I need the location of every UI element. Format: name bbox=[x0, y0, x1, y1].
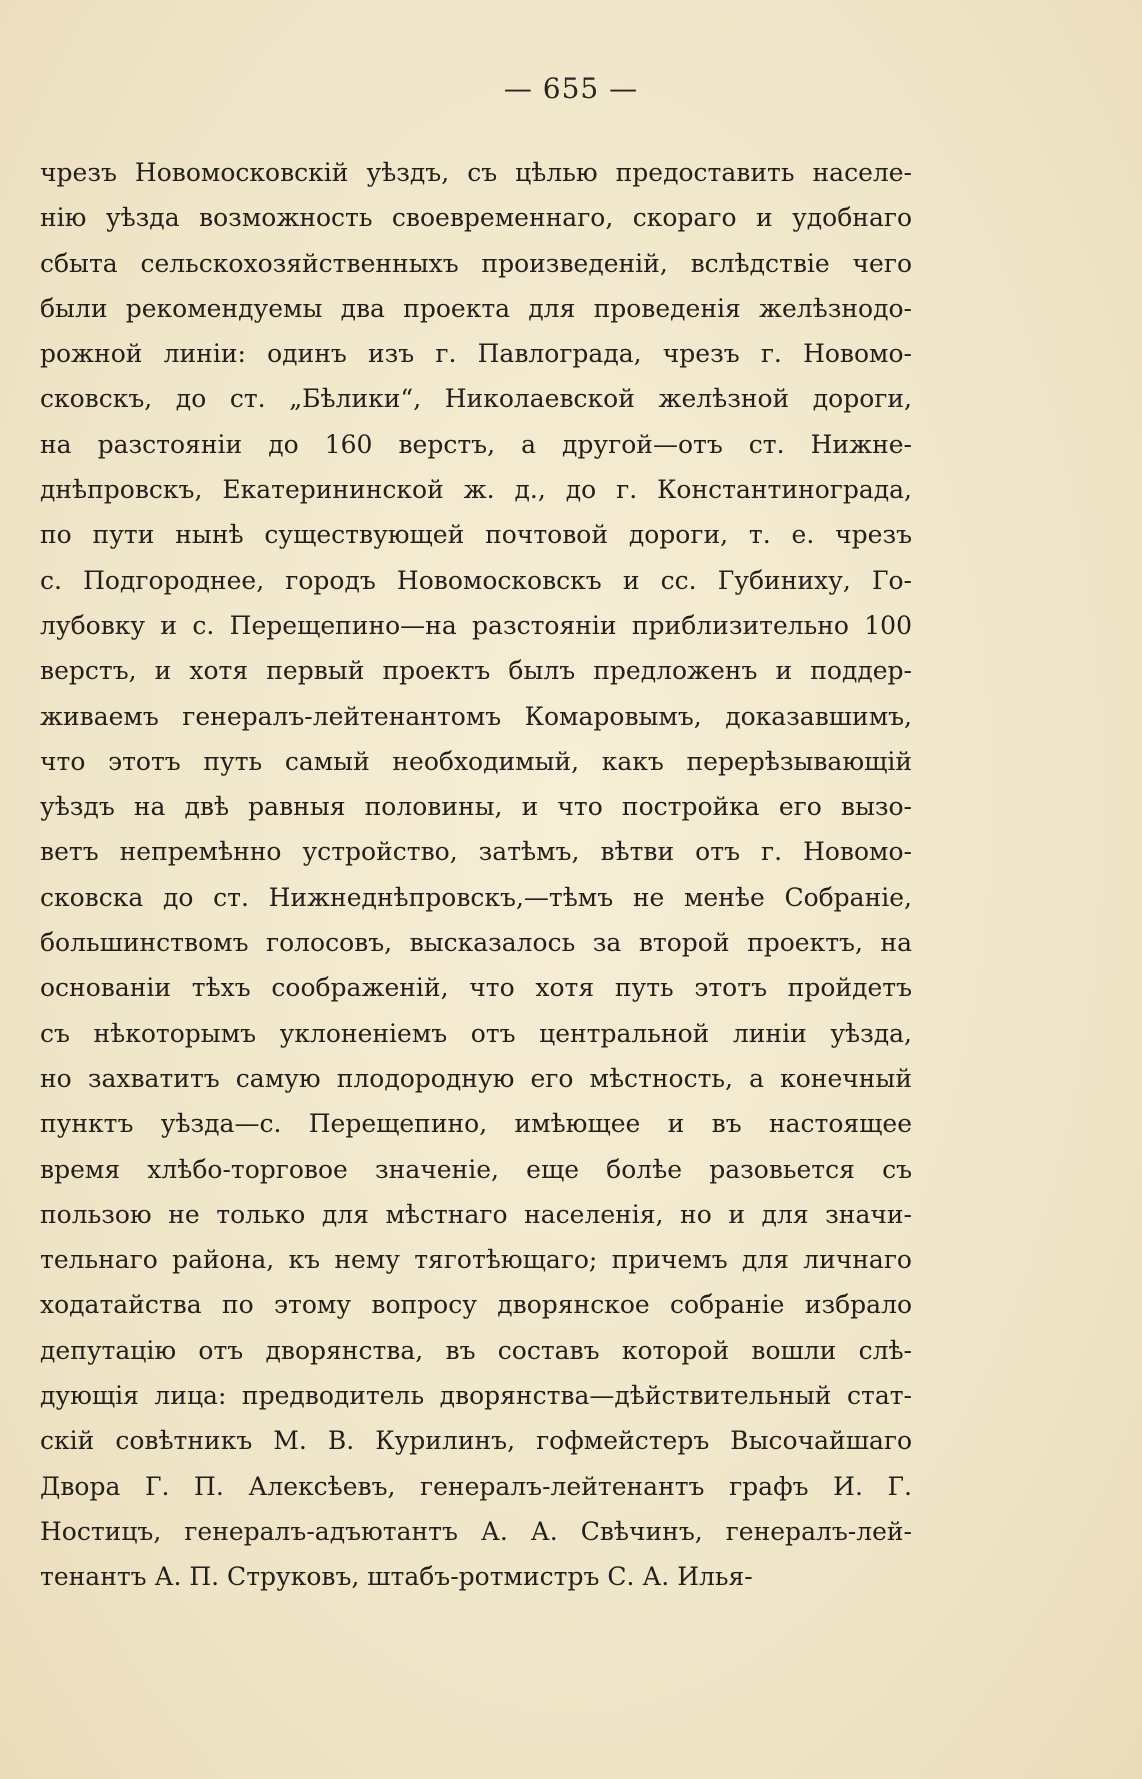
text-line: скій совѣтникъ М. В. Курилинъ, гофмейстеръ Высочайшаго bbox=[40, 1426, 912, 1456]
text-line: живаемъ генералъ-лейтенантомъ Комаровымъ, доказавшимъ, bbox=[40, 701, 912, 731]
text-line: съ нѣкоторымъ уклоненіемъ отъ центральной линіи уѣзда, bbox=[40, 1018, 912, 1048]
text-line: верстъ, и хотя первый проектъ былъ предложенъ и поддер- bbox=[40, 656, 912, 686]
text-line: Ностицъ, генералъ-адъютантъ А. А. Свѣчинъ, генералъ-лей- bbox=[40, 1516, 912, 1546]
text-line: сбыта сельскохозяйственныхъ произведеній, вслѣдствіе чего bbox=[40, 248, 912, 278]
text-line: дующія лица: предводитель дворянства—дѣйствительный стат- bbox=[40, 1381, 912, 1411]
text-line: время хлѣбо-торговое значеніе, еще болѣе разовьется съ bbox=[40, 1154, 912, 1184]
text-line: сковска до ст. Нижнеднѣпровскъ,—тѣмъ не менѣе Собраніе, bbox=[40, 882, 912, 912]
body-text bbox=[40, 150, 912, 1600]
text-line: уѣздъ на двѣ равныя половины, и что постройка его вызо- bbox=[40, 792, 912, 822]
text-line: чрезъ Новомосковскій уѣздъ, съ цѣлью предоставить населе- bbox=[40, 158, 912, 187]
text-line: ветъ непремѣнно устройство, затѣмъ, вѣтви отъ г. Новомо- bbox=[40, 837, 912, 867]
text-line: лубовку и с. Перещепино—на разстояніи приблизительно 100 bbox=[40, 610, 912, 640]
text-line: основаніи тѣхъ соображеній, что хотя путь этотъ пройдетъ bbox=[40, 973, 912, 1003]
text-line: ходатайства по этому вопросу дворянское собраніе избрало bbox=[40, 1290, 912, 1320]
text-line: с. Подгороднее, городъ Новомосковскъ и сс. Губиниху, Го- bbox=[40, 565, 912, 595]
text-line: днѣпровскъ, Екатерининской ж. д., до г. Константинограда, bbox=[40, 475, 912, 505]
text-line: депутацію отъ дворянства, въ составъ которой вошли слѣ- bbox=[40, 1335, 912, 1365]
text-line: рожной линіи: одинъ изъ г. Павлограда, чрезъ г. Новомо- bbox=[40, 339, 912, 369]
text-line: на разстояніи до 160 верстъ, а другой—отъ ст. Нижне- bbox=[40, 429, 912, 459]
text-line: сковскъ, до ст. „Бѣлики“, Николаевской желѣзной дороги, bbox=[40, 384, 912, 414]
text-line: нію уѣзда возможность своевременнаго, скораго и удобнаго bbox=[40, 203, 912, 233]
text-line: большинствомъ голосовъ, высказалось за второй проектъ, на bbox=[40, 928, 912, 958]
text-line: пользою не только для мѣстнаго населенія, но и для значи- bbox=[40, 1199, 912, 1229]
text-line: по пути нынѣ существующей почтовой дороги, т. е. чрезъ bbox=[40, 520, 912, 550]
text-line: были рекомендуемы два проекта для проведенія желѣзнодо- bbox=[40, 293, 912, 323]
text-line: пунктъ уѣзда—с. Перещепино, имѣющее и въ настоящее bbox=[40, 1109, 912, 1139]
text-line: что этотъ путь самый необходимый, какъ перерѣзывающій bbox=[40, 746, 912, 776]
text-line: тельнаго района, къ нему тяготѣющаго; причемъ для личнаго bbox=[40, 1245, 912, 1275]
text-line: Двора Г. П. Алексѣевъ, генералъ-лейтенантъ графъ И. Г. bbox=[40, 1471, 912, 1501]
text-line: но захватитъ самую плодородную его мѣстность, а конечный bbox=[40, 1063, 912, 1093]
page-number: — 655 — bbox=[503, 72, 639, 105]
text-line: тенантъ А. П. Струковъ, штабъ-ротмистръ С. А. Илья- bbox=[40, 1562, 753, 1592]
